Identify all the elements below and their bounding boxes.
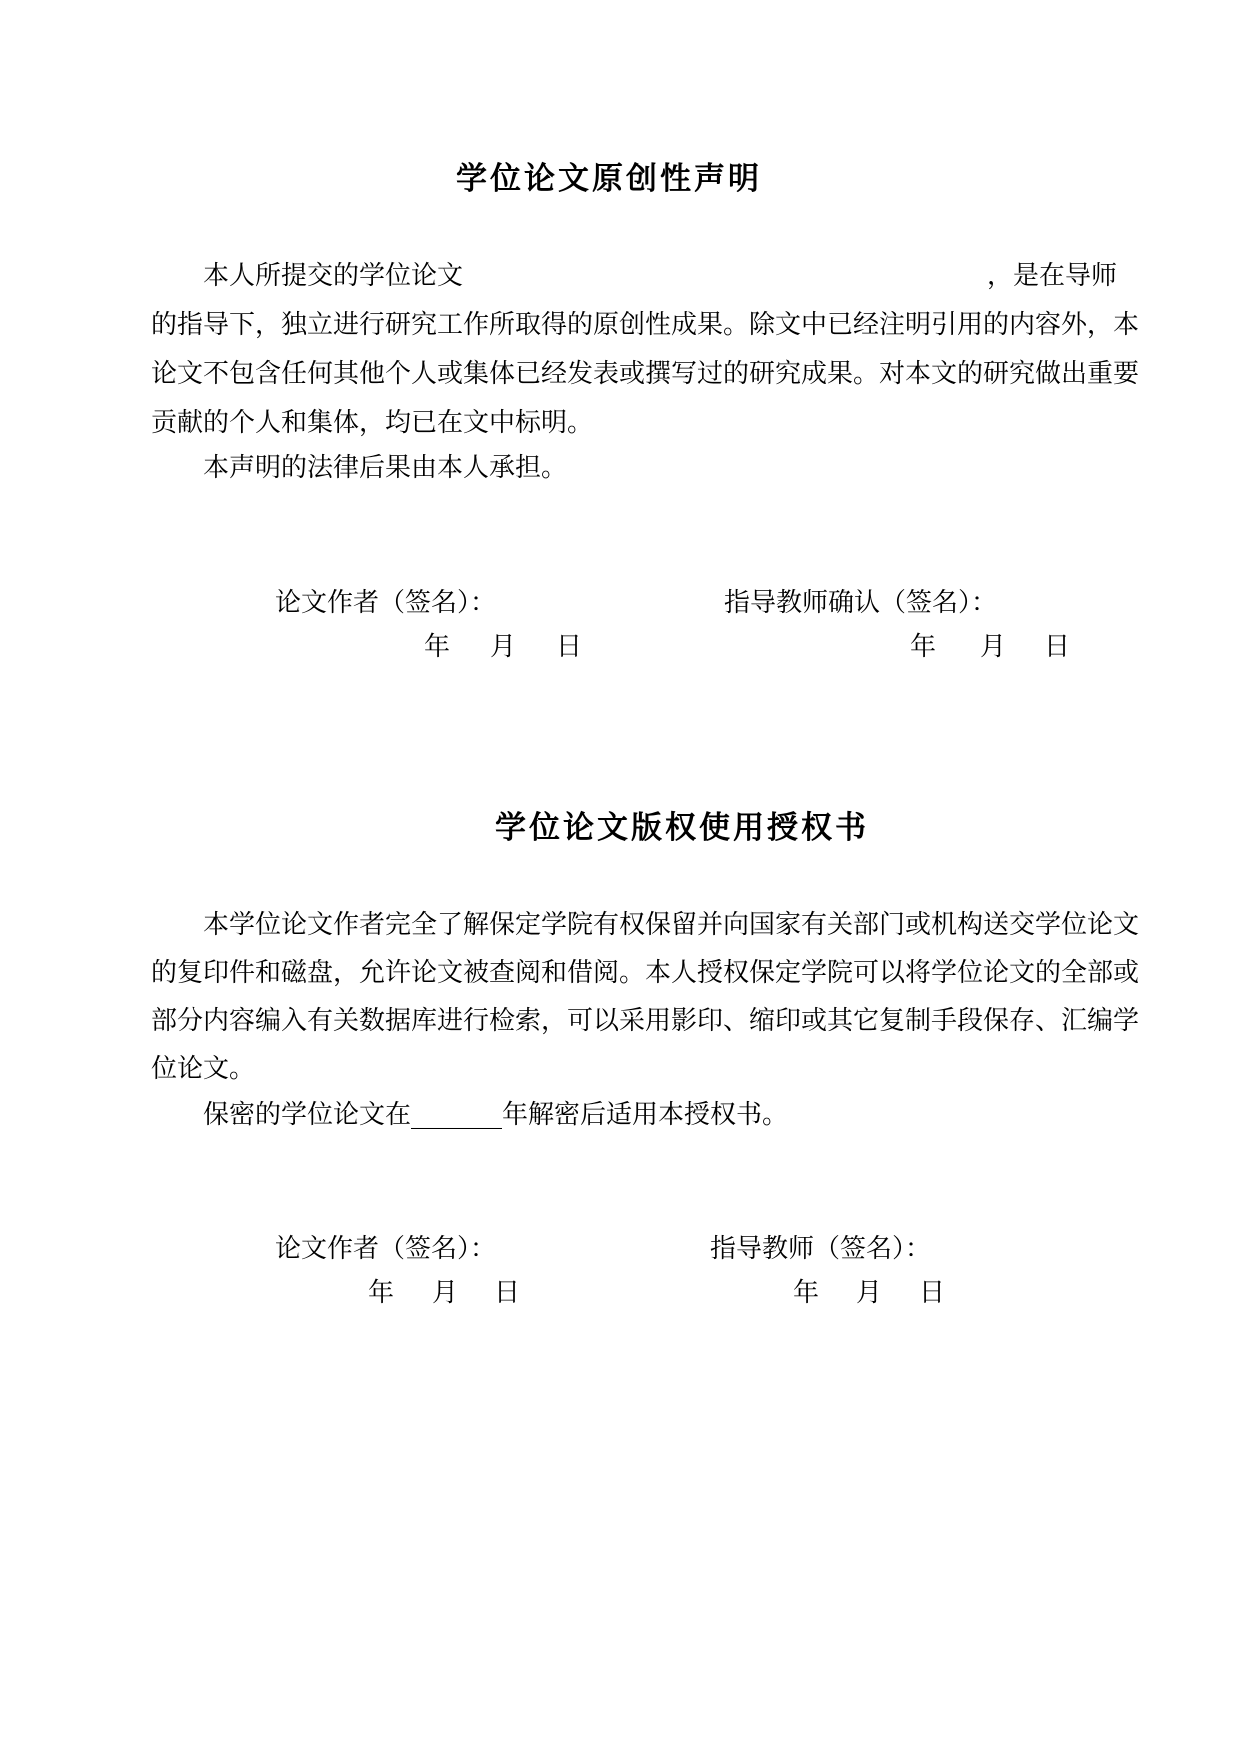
- declaration-para1-line1: [151, 261, 1117, 291]
- declaration-advisor-day: 日: [1044, 632, 1071, 662]
- declaration-para1-end: ，是在导师: [986, 261, 1117, 291]
- authorization-author-month: 月: [432, 1278, 459, 1308]
- declaration-line: 论文不包含任何其他个人或集体已经发表或撰写过的研究成果。对本文的研究做出重要: [151, 359, 1140, 389]
- declaration-para1-start: 本人所提交的学位论文: [203, 261, 464, 291]
- authorization-advisor-year: 年: [793, 1278, 820, 1308]
- secret-start: 保密的学位论文在: [203, 1100, 412, 1130]
- declaration-author-signature-label: 论文作者（签名）：: [275, 588, 497, 618]
- declaration-line: 贡献的个人和集体，均已在文中标明。: [151, 408, 594, 438]
- declaration-advisor-signature-label: 指导教师确认（签名）：: [724, 588, 998, 618]
- declaration-author-month: 月: [490, 632, 517, 662]
- declaration-author-day: 日: [556, 632, 583, 662]
- secret-years-blank[interactable]: _______: [411, 1100, 503, 1130]
- declaration-para2: 本声明的法律后果由本人承担。: [203, 453, 568, 483]
- authorization-advisor-signature-label: 指导教师（签名）：: [710, 1234, 932, 1264]
- authorization-secret-line: [203, 1100, 788, 1130]
- declaration-author-year: 年: [424, 632, 451, 662]
- declaration-title: 学位论文原创性声明: [456, 161, 762, 197]
- authorization-advisor-day: 日: [919, 1278, 946, 1308]
- authorization-line: 位论文。: [151, 1054, 256, 1084]
- authorization-author-day: 日: [494, 1278, 521, 1308]
- authorization-line: 的复印件和磁盘，允许论文被查阅和借阅。本人授权保定学院可以将学位论文的全部或: [151, 958, 1140, 988]
- authorization-line: 本学位论文作者完全了解保定学院有权保留并向国家有关部门或机构送交学位论文: [203, 910, 1140, 940]
- secret-end: 年解密后适用本授权书。: [502, 1100, 789, 1130]
- authorization-author-signature-label: 论文作者（签名）：: [275, 1234, 497, 1264]
- authorization-advisor-month: 月: [856, 1278, 883, 1308]
- authorization-line: 部分内容编入有关数据库进行检索，可以采用影印、缩印或其它复制手段保存、汇编学: [151, 1006, 1140, 1036]
- declaration-line: 的指导下，独立进行研究工作所取得的原创性成果。除文中已经注明引用的内容外，本: [151, 310, 1140, 340]
- authorization-title: 学位论文版权使用授权书: [495, 810, 869, 846]
- declaration-advisor-month: 月: [980, 632, 1007, 662]
- declaration-advisor-year: 年: [910, 632, 937, 662]
- authorization-author-year: 年: [368, 1278, 395, 1308]
